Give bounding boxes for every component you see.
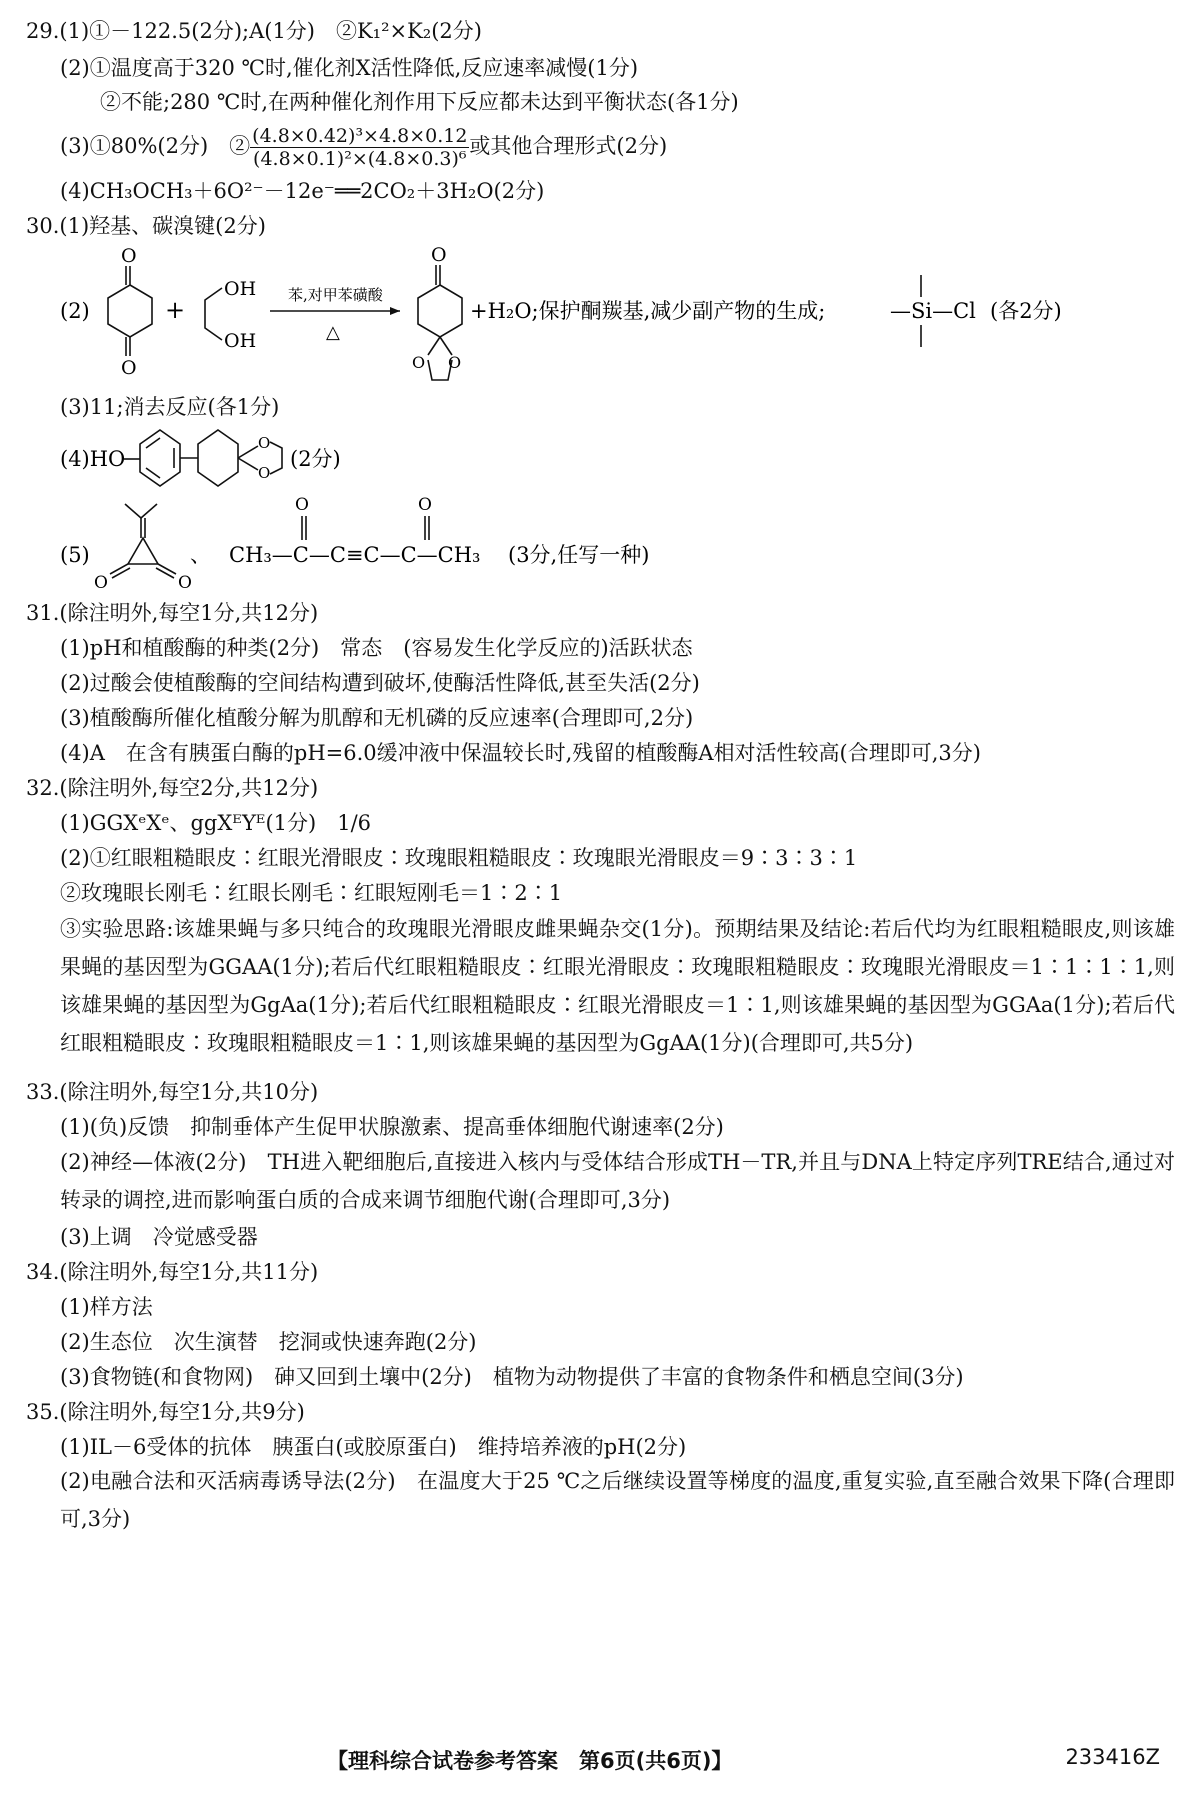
- hydroxyl-top: OH: [224, 278, 257, 300]
- plus-sign: +: [165, 296, 186, 324]
- q29-line2: (2)①温度高于320 ℃时,催化剂X活性降低,反应速率减慢(1分): [60, 56, 639, 80]
- svg-text:O: O: [448, 353, 462, 372]
- svg-text:O: O: [94, 573, 108, 593]
- product-carbonyl-o: O: [431, 244, 447, 266]
- structure-separator: 、: [190, 543, 211, 567]
- q29-line4: [60, 122, 667, 170]
- q30-part2-label: (2): [60, 299, 90, 323]
- q31-line1: 31.(除注明外,每空1分,共12分): [26, 601, 319, 625]
- q32-line3: (2)①红眼粗糙眼皮∶红眼光滑眼皮∶玫瑰眼粗糙眼皮∶玫瑰眼光滑眼皮＝9∶3∶3∶1: [60, 846, 858, 870]
- q33-line3: (2)神经—体液(2分) TH进入靶细胞后,直接进入核内与受体结合形成TH－TR,并且与DNA上特定序列TRE结合,通过对转录的调控,进而影响蛋白质的合成来调节细胞代谢(合理即可,3分): [60, 1150, 1175, 1212]
- q30-line3: (3)11;消去反应(各1分): [60, 395, 280, 419]
- footer-title: 【理科综合试卷参考答案 第6页(共6页)】: [327, 1749, 733, 1773]
- diketone-chain: CH₃—C—C≡C—C—CH₃: [229, 543, 481, 567]
- svg-text:O: O: [121, 245, 137, 267]
- q31-line3: (2)过酸会使植酸酶的空间结构遭到破坏,使酶活性降低,甚至失活(2分): [60, 671, 700, 695]
- q31-line5: (4)A 在含有胰蛋白酶的pH=6.0缓冲液中保温较长时,残留的植酸酶A相对活性较高(合理即可,3分): [60, 741, 981, 765]
- svg-text:O: O: [258, 464, 271, 482]
- q34-line2: (1)样方法: [60, 1295, 153, 1319]
- q30-part2-text: +H₂O;保护酮羰基,减少副产物的生成;: [470, 299, 826, 323]
- heat-symbol: △: [326, 322, 340, 343]
- svg-text:O: O: [418, 496, 432, 515]
- q29-line4-suffix: 或其他合理形式(2分): [469, 134, 668, 158]
- q31-line2: (1)pH和植酸酶的种类(2分) 常态 (容易发生化学反应的)活跃状态: [60, 636, 693, 660]
- ethylene-glycol-structure: [205, 288, 222, 340]
- q34-line4: (3)食物链(和食物网) 砷又回到土壤中(2分) 植物为动物提供了丰富的食物条件和栖息空间(3分): [60, 1365, 964, 1389]
- fraction-numerator: (4.8×0.42)³×4.8×0.12: [252, 125, 468, 147]
- svg-text:O: O: [295, 496, 309, 515]
- q33-line1: 33.(除注明外,每空1分,共10分): [26, 1080, 319, 1104]
- q30-part5-structures: [0, 496, 1200, 606]
- footer-code: 233416Z: [1065, 1745, 1160, 1769]
- svg-text:O: O: [412, 353, 426, 372]
- q35-line3: (2)电融合法和灭活病毒诱导法(2分) 在温度大于25 ℃之后继续设置等梯度的温度,重复实验,直至融合效果下降(合理即可,3分): [60, 1469, 1175, 1531]
- svg-text:O: O: [258, 434, 271, 452]
- q29-line4-prefix: (3)①80%(2分) ②: [60, 134, 251, 158]
- svg-text:O: O: [178, 573, 192, 593]
- reaction-conditions: 苯,对甲苯磺酸: [288, 286, 383, 304]
- q31-line4: (3)植酸酶所催化植酸分解为肌醇和无机磷的反应速率(合理即可,2分): [60, 706, 694, 730]
- q30-part2-score: (各2分): [990, 299, 1062, 323]
- q29-line1: 29.(1)①－122.5(2分);A(1分) ②K₁²×K₂(2分): [26, 19, 482, 43]
- q35-line2: (1)IL－6受体的抗体 胰蛋白(或胶原蛋白) 维持培养液的pH(2分): [60, 1435, 687, 1459]
- q32-line2: (1)GGXᵉXᵉ、ggXᴱYᴱ(1分) 1/6: [60, 811, 372, 835]
- q30-reaction-scheme: [0, 240, 1200, 390]
- cyclopropenedione-structure: [110, 504, 176, 578]
- svg-text:O: O: [121, 357, 137, 379]
- cyclohexanedione-structure: [108, 266, 152, 356]
- hydroxyl-bottom: OH: [224, 330, 257, 352]
- q30-part5-score: (3分,任写一种): [508, 543, 650, 567]
- q35-line1: 35.(除注明外,每空1分,共9分): [26, 1400, 305, 1424]
- q30-line1: 30.(1)羟基、碳溴键(2分): [26, 214, 266, 238]
- trimethylsilyl-chloride: —Si—Cl: [890, 299, 976, 323]
- q30-part4-score: (2分): [290, 447, 341, 471]
- equilibrium-fraction: [250, 125, 469, 170]
- q33-line2: (1)(负)反馈 抑制垂体产生促甲状腺激素、提高垂体细胞代谢速率(2分): [60, 1115, 724, 1139]
- q30-part4-structure: [0, 418, 1200, 498]
- q34-line3: (2)生态位 次生演替 挖洞或快速奔跑(2分): [60, 1330, 477, 1354]
- q33-line4: (3)上调 冷觉感受器: [60, 1225, 258, 1249]
- q34-line1: 34.(除注明外,每空1分,共11分): [26, 1260, 319, 1284]
- q30-part5-label: (5): [60, 543, 90, 567]
- fraction-denominator: (4.8×0.1)²×(4.8×0.3)⁶: [253, 148, 467, 170]
- q30-part4-label: (4)HO: [60, 447, 126, 471]
- q32-line5: ③实验思路:该雄果蝇与多只纯合的玫瑰眼光滑眼皮雌果蝇杂交(1分)。预期结果及结论:若后代均为红眼粗糙眼皮,则该雄果蝇的基因型为GGAA(1分);若后代红眼粗糙眼皮∶红眼光滑眼皮∶玫瑰眼粗糙眼皮∶玫瑰眼光滑眼皮＝1∶1∶1∶1,则该雄果蝇的基因型为GgAa(1分);若后代红眼粗糙眼皮∶红眼光滑眼皮＝1∶1,则该雄果蝇的基因型为GGAa(1分);若后代红眼粗糙眼皮∶玫瑰眼粗糙眼皮＝1∶1,则该雄果蝇的基因型为GgAA(1分)(合理即可,共5分): [60, 917, 1175, 1055]
- q32-line4: ②玫瑰眼长刚毛∶红眼长刚毛∶红眼短刚毛＝1∶2∶1: [60, 881, 563, 905]
- q32-line1: 32.(除注明外,每空2分,共12分): [26, 776, 319, 800]
- q29-line3: ②不能;280 ℃时,在两种催化剂作用下反应都未达到平衡状态(各1分): [100, 90, 739, 114]
- q29-line5: (4)CH₃OCH₃＋6O²⁻－12e⁻══2CO₂＋3H₂O(2分): [60, 179, 545, 203]
